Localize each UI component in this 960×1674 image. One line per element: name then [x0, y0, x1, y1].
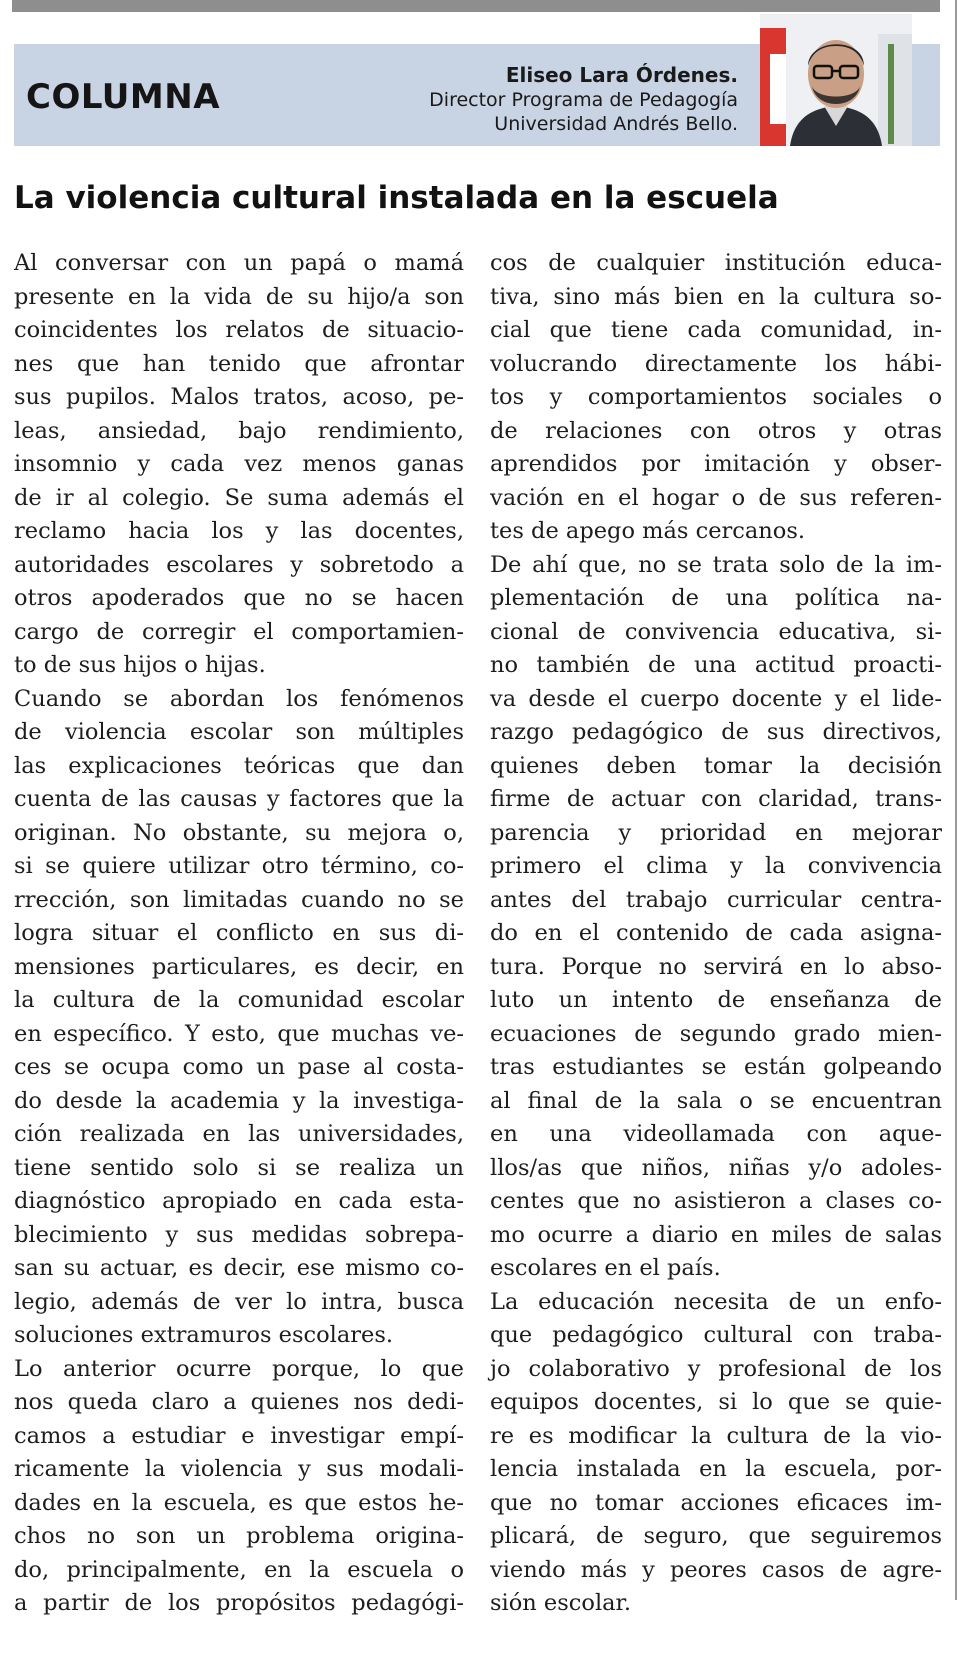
text-line: tiva, sino más bien en la cultura so- [490, 283, 942, 310]
text-line: antes del trabajo curricular centra- [490, 886, 942, 913]
text-line: insomnio y cada vez menos ganas [14, 451, 464, 477]
article-headline: La violencia cultural instalada en la escuela [14, 180, 779, 216]
text-line: dades en la escuela, es que estos he- [14, 1489, 464, 1516]
column-side-rule [955, 0, 957, 1600]
author-photo [760, 14, 912, 146]
text-line: reclamo hacia los y las docentes, [14, 518, 464, 544]
text-line: ces se ocupa como un pase al costa- [14, 1054, 464, 1080]
text-line: originan. No obstante, su mejora o, [14, 819, 464, 846]
text-line: de violencia escolar son múltiples [14, 719, 464, 745]
text-line: cial que tiene cada comunidad, in- [490, 317, 942, 343]
text-line: blecimiento y sus medidas sobrepa- [14, 1221, 464, 1248]
text-line: primero el clima y la convivencia [490, 853, 942, 879]
section-label: COLUMNA [26, 77, 221, 117]
text-line: logra situar el conflicto en sus di- [14, 920, 464, 946]
text-line: autoridades escolares y sobretodo a [14, 551, 464, 578]
text-line: equipos docentes, si lo que se quie- [490, 1389, 942, 1415]
text-line: nos queda claro a quienes nos dedi- [14, 1389, 464, 1415]
text-line: cos de cualquier institución educa- [490, 250, 942, 276]
text-line: que pedagógico cultural con traba- [490, 1322, 942, 1348]
text-line: presente en la vida de su hijo/a son [14, 283, 464, 310]
text-line: mo ocurre a diario en miles de salas [490, 1221, 942, 1248]
author-name: Eliseo Lara Órdenes. [505, 63, 738, 87]
text-line: Lo anterior ocurre porque, lo que [14, 1355, 464, 1382]
article-column-left [14, 247, 464, 1621]
author-affiliation: Universidad Andrés Bello. [494, 113, 738, 135]
text-line: leas, ansiedad, bajo rendimiento, [14, 417, 464, 444]
text-line: las explicaciones teóricas que dan [14, 752, 464, 779]
author-block [429, 62, 738, 136]
author-role: Director Programa de Pedagogía [429, 89, 738, 111]
text-line: La educación necesita de un enfo- [490, 1288, 942, 1315]
text-line: de relaciones con otros y otras [490, 417, 942, 444]
text-line: viendo más y peores casos de agre- [490, 1556, 942, 1583]
text-line: lencia instalada en la escuela, por- [490, 1456, 942, 1482]
text-line: tura. Porque no servirá en lo abso- [490, 953, 942, 980]
text-line: la cultura de la comunidad escolar [14, 987, 464, 1013]
text-line: legio, además de ver lo intra, busca [14, 1288, 464, 1315]
text-line: razgo pedagógico de sus directivos, [490, 719, 942, 745]
text-line: jo colaborativo y profesional de los [490, 1355, 942, 1382]
text-line: firme de actuar con claridad, trans- [490, 786, 942, 812]
text-line: sión escolar. [490, 1590, 631, 1616]
text-line: va desde el cuerpo docente y el lide- [490, 685, 942, 712]
text-line: camos a estudiar e investigar empí- [14, 1422, 464, 1449]
text-line: diagnóstico apropiado en cada esta- [14, 1188, 464, 1214]
text-line: en específico. Y esto, que muchas ve- [14, 1020, 464, 1047]
text-line: volucrando directamente los hábi- [490, 350, 942, 377]
text-line: a partir de los propósitos pedagógi- [14, 1590, 464, 1616]
text-line: cargo de corregir el comportamien- [14, 618, 464, 645]
text-line: ecuaciones de segundo grado mien- [490, 1020, 942, 1047]
text-line: aprendidos por imitación y obser- [490, 451, 942, 477]
top-rule [12, 0, 940, 12]
text-line: ricamente la violencia y sus modali- [14, 1456, 464, 1482]
text-line: Al conversar con un papá o mamá [14, 250, 464, 276]
text-line: otros apoderados que no se hacen [14, 585, 464, 611]
text-line: vación en el hogar o de sus referen- [490, 484, 942, 511]
article-column-right [490, 247, 942, 1621]
text-line: no también de una actitud proacti- [490, 652, 942, 678]
text-line: cuenta de las causas y factores que la [14, 786, 464, 812]
text-line: tes de apego más cercanos. [490, 518, 806, 544]
text-line: quienes deben tomar la decisión [490, 752, 942, 779]
text-line: rrección, son limitadas cuando no se [14, 886, 464, 913]
text-line: Cuando se abordan los fenómenos [14, 685, 464, 712]
text-line: do en el contenido de cada asigna- [490, 920, 942, 946]
text-line: coincidentes los relatos de situacio- [14, 317, 464, 343]
text-line: al final de la sala o se encuentran [490, 1087, 942, 1114]
text-line: parencia y prioridad en mejorar [490, 819, 942, 846]
text-line: to de sus hijos o hijas. [14, 652, 266, 678]
text-line: do, principalmente, en la escuela o [14, 1556, 464, 1583]
text-line: re es modificar la cultura de la vio- [490, 1422, 942, 1449]
text-line: soluciones extramuros escolares. [14, 1322, 394, 1348]
text-line: sus pupilos. Malos tratos, acoso, pe- [14, 384, 464, 410]
text-line: plementación de una política na- [490, 585, 942, 611]
text-line: escolares en el país. [490, 1255, 721, 1281]
text-line: tras estudiantes se están golpeando [490, 1054, 942, 1080]
text-line: llos/as que niños, niñas y/o adoles- [490, 1154, 942, 1181]
text-line: que no tomar acciones eficaces im- [490, 1489, 942, 1516]
text-line: ción realizada en las universidades, [14, 1121, 464, 1147]
text-line: tiene sentido solo si se realiza un [14, 1154, 464, 1181]
text-line: san su actuar, es decir, ese mismo co- [14, 1255, 464, 1281]
text-line: plicará, de seguro, que seguiremos [490, 1523, 942, 1549]
text-line: de ir al colegio. Se suma además el [14, 484, 464, 511]
text-line: en una videollamada con aque- [490, 1121, 942, 1147]
text-line: mensiones particulares, es decir, en [14, 953, 464, 980]
text-line: si se quiere utilizar otro término, co- [14, 853, 464, 879]
text-line: tos y comportamientos sociales o [490, 384, 942, 410]
text-line: luto un intento de enseñanza de [490, 987, 942, 1013]
text-line: do desde la academia y la investiga- [14, 1087, 464, 1114]
text-line: cional de convivencia educativa, si- [490, 618, 942, 645]
text-line: De ahí que, no se trata solo de la im- [490, 551, 942, 578]
text-line: centes que no asistieron a clases co- [490, 1188, 942, 1214]
text-line: chos no son un problema origina- [14, 1523, 464, 1549]
text-line: nes que han tenido que afrontar [14, 350, 464, 377]
